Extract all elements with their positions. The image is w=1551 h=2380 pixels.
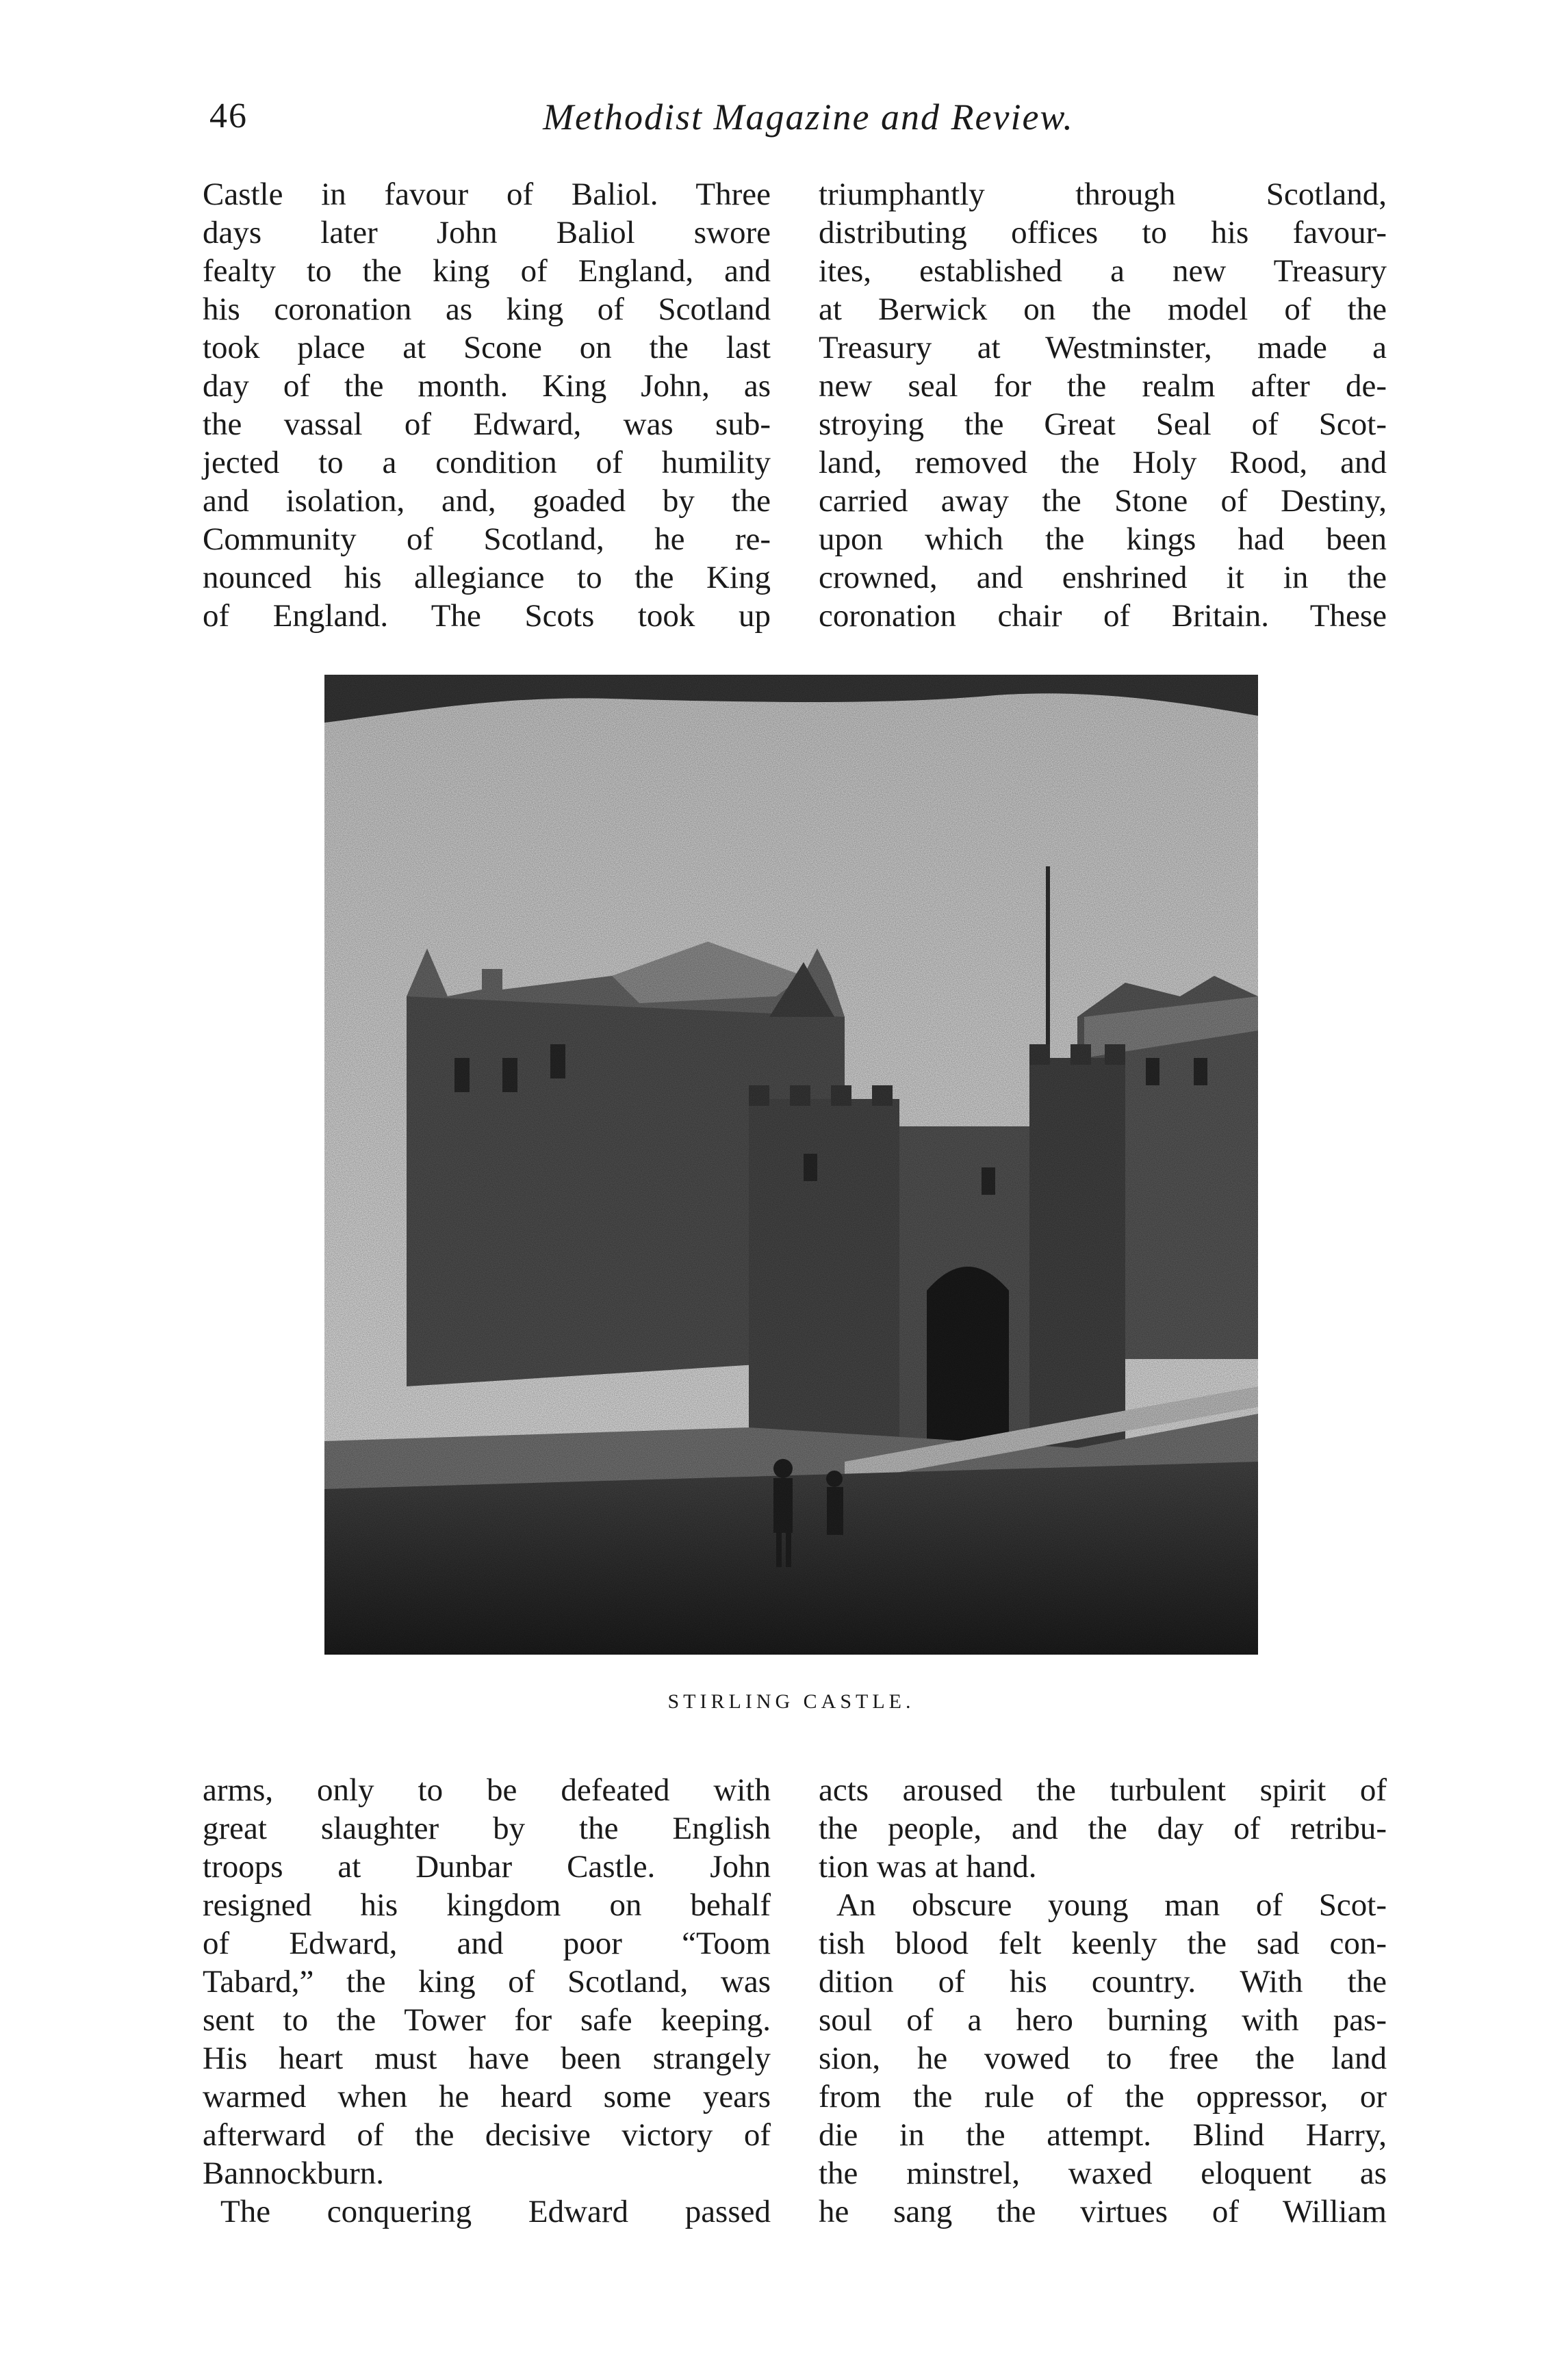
castle-photograph-icon bbox=[324, 675, 1258, 1655]
text-line: great slaughter by the English bbox=[203, 1811, 771, 1846]
text-line: and isolation, and, goaded by the bbox=[203, 483, 771, 519]
text-line: coronation chair of Britain. These bbox=[819, 598, 1387, 634]
text-line: distributing offices to his favour- bbox=[819, 215, 1387, 250]
text-line: An obscure young man of Scot- bbox=[836, 1887, 1387, 1923]
text-line: of England. The Scots took up bbox=[203, 598, 771, 634]
page-number: 46 bbox=[209, 96, 248, 135]
text-line: resigned his kingdom on behalf bbox=[203, 1887, 771, 1923]
text-line: tish blood felt keenly the sad con- bbox=[819, 1926, 1387, 1961]
text-line: sion, he vowed to free the land bbox=[819, 2041, 1387, 2076]
text-line: fealty to the king of England, and bbox=[203, 253, 771, 289]
text-line: Tabard,” the king of Scotland, was bbox=[203, 1964, 771, 2000]
text-line: Bannockburn. bbox=[203, 2156, 384, 2191]
running-title: Methodist Magazine and Review. bbox=[543, 96, 1074, 138]
text-line: troops at Dunbar Castle. John bbox=[203, 1849, 771, 1885]
text-line: crowned, and enshrined it in the bbox=[819, 560, 1387, 595]
text-line: soul of a hero burning with pas- bbox=[819, 2002, 1387, 2038]
text-line: day of the month. King John, as bbox=[203, 368, 771, 404]
text-line: upon which the kings had been bbox=[819, 521, 1387, 557]
text-line: The conquering Edward passed bbox=[220, 2194, 771, 2229]
text-line: the people, and the day of retribu- bbox=[819, 1811, 1387, 1846]
text-line: warmed when he heard some years bbox=[203, 2079, 771, 2114]
figure-caption: STIRLING CASTLE. bbox=[667, 1690, 915, 1713]
text-line: from the rule of the oppressor, or bbox=[819, 2079, 1387, 2114]
text-line: arms, only to be defeated with bbox=[203, 1772, 771, 1808]
text-line: land, removed the Holy Rood, and bbox=[819, 445, 1387, 480]
text-line: at Berwick on the model of the bbox=[819, 292, 1387, 327]
column-top-left bbox=[203, 175, 771, 635]
text-line: His heart must have been strangely bbox=[203, 2041, 771, 2076]
text-line: his coronation as king of Scotland bbox=[203, 292, 771, 327]
text-line: carried away the Stone of Destiny, bbox=[819, 483, 1387, 519]
column-top-right bbox=[819, 175, 1387, 635]
text-line: dition of his country. With the bbox=[819, 1964, 1387, 2000]
text-line: of Edward, and poor “Toom bbox=[203, 1926, 771, 1961]
text-line: tion was at hand. bbox=[819, 1849, 1037, 1885]
text-line: Castle in favour of Baliol. Three bbox=[203, 177, 771, 212]
text-line: jected to a condition of humility bbox=[203, 445, 771, 480]
text-line: sent to the Tower for safe keeping. bbox=[203, 2002, 771, 2038]
text-line: Treasury at Westminster, made a bbox=[819, 330, 1387, 365]
text-line: nounced his allegiance to the King bbox=[203, 560, 771, 595]
text-line: acts aroused the turbulent spirit of bbox=[819, 1772, 1387, 1808]
text-line: triumphantly through Scotland, bbox=[819, 177, 1387, 212]
text-line: he sang the virtues of William bbox=[819, 2194, 1387, 2229]
castle-photograph-image bbox=[324, 675, 1258, 1655]
text-line: the minstrel, waxed eloquent as bbox=[819, 2156, 1387, 2191]
text-line: Community of Scotland, he re- bbox=[203, 521, 771, 557]
text-line: afterward of the decisive victory of bbox=[203, 2117, 771, 2153]
text-line: new seal for the realm after de- bbox=[819, 368, 1387, 404]
text-line: the vassal of Edward, was sub- bbox=[203, 406, 771, 442]
text-line: took place at Scone on the last bbox=[203, 330, 771, 365]
text-line: days later John Baliol swore bbox=[203, 215, 771, 250]
text-line: die in the attempt. Blind Harry, bbox=[819, 2117, 1387, 2153]
column-bottom-left bbox=[203, 1771, 771, 2231]
text-line: ites, established a new Treasury bbox=[819, 253, 1387, 289]
page-header bbox=[209, 96, 1407, 144]
column-bottom-right bbox=[819, 1771, 1387, 2231]
text-line: stroying the Great Seal of Scot- bbox=[819, 406, 1387, 442]
